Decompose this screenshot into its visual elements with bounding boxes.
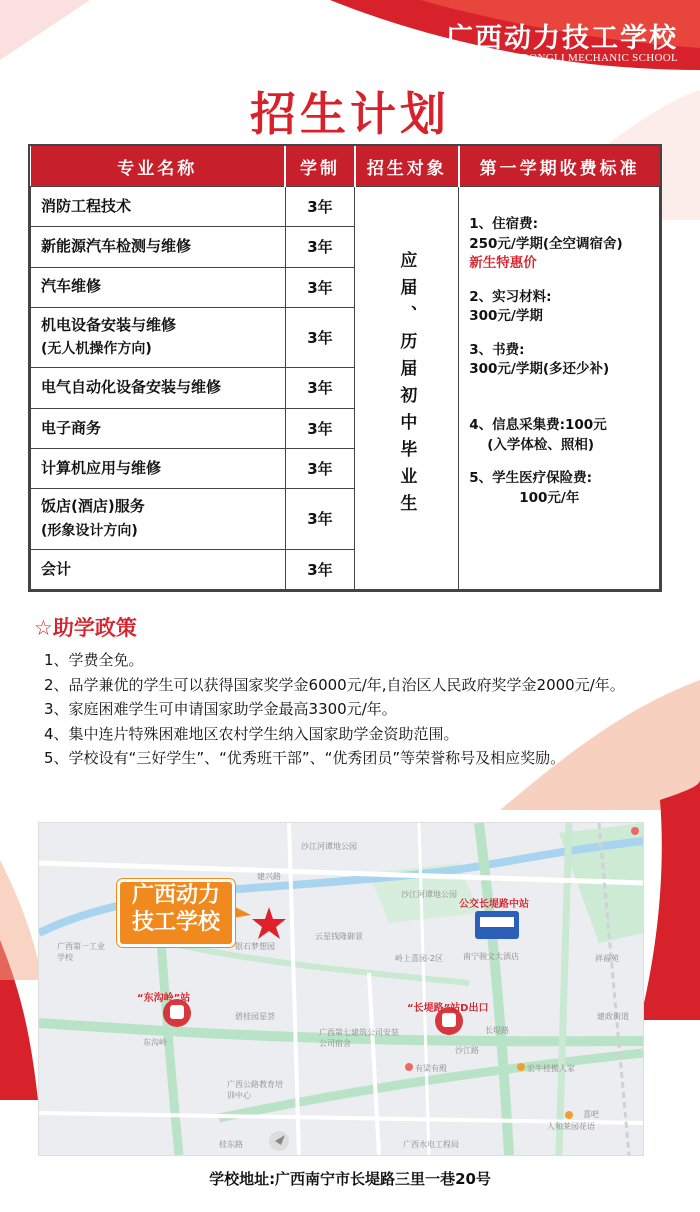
- policy-item: 5、学校设有“三好学生”、“优秀班干部”、“优秀团员”等荣誉称号及相应奖励。: [44, 749, 566, 767]
- poi-pin-icon: [405, 1063, 413, 1071]
- years-cell: 3年: [285, 489, 355, 549]
- fee-materials: [469, 288, 651, 327]
- major-name: 机电设备安装与维修: [41, 315, 177, 334]
- fee-title: 5、学生医疗保险费:: [469, 470, 593, 487]
- fees-cell: [459, 187, 660, 590]
- major-cell: [31, 227, 286, 267]
- major-name: 电气自动化设备安装与维修: [41, 378, 222, 397]
- map-label: 长堤路: [485, 1026, 509, 1035]
- map-label: 祥福苑: [595, 954, 619, 963]
- major-name: 会计: [41, 559, 72, 578]
- fee-title: 2、实习材料:: [469, 288, 552, 305]
- poi-pin-icon: [565, 1111, 573, 1119]
- map-label: 建兴路: [257, 872, 281, 881]
- fee-value: (入学体检、照相): [487, 436, 595, 453]
- map-roads: [39, 823, 643, 1155]
- years-cell: 3年: [285, 448, 355, 488]
- map-label: 桂东路: [219, 1140, 243, 1149]
- map-label: 建政街道: [597, 1012, 629, 1021]
- target-cell: [355, 187, 459, 590]
- fee-accommodation: [469, 215, 651, 274]
- map-label: 沙江河谭地公园: [301, 842, 357, 851]
- header-major: 专业名称: [31, 146, 286, 187]
- bus-stop-label: 公交长堤路中站: [459, 899, 529, 910]
- enrollment-table: [28, 144, 662, 592]
- major-name: 计算机应用与维修: [41, 458, 162, 477]
- callout-line: 技工学校: [131, 910, 220, 935]
- years-cell: 3年: [285, 187, 355, 227]
- fee-special: 新生特惠价: [469, 255, 537, 272]
- map-label: 广西第七建筑公司安装公司宿舍: [319, 1028, 399, 1048]
- map-label: 宏牛桂搬人家: [527, 1064, 575, 1073]
- school-address: 学校地址:广西南宁市长堤路三里一巷20号: [209, 1170, 491, 1188]
- major-name: 消防工程技术: [41, 196, 132, 215]
- major-cell: [31, 408, 286, 448]
- major-name: 饭店(酒店)服务: [41, 497, 145, 516]
- policy-item: 4、集中连片特殊困难地区农村学生纳入国家助学金资助范围。: [44, 724, 459, 743]
- map-label: 有梁有殿: [415, 1064, 447, 1073]
- fee-value: 100元/年: [519, 489, 580, 506]
- fee-books: [469, 341, 651, 380]
- fee-value: 300元/学期(多还少补): [469, 361, 610, 378]
- callout-line: 广西动力: [131, 883, 220, 908]
- policy-list: [44, 648, 656, 771]
- header-years: 学制: [285, 146, 355, 187]
- map-label: 人和莱园花语: [547, 1122, 595, 1131]
- major-name: 汽车维修: [41, 277, 102, 296]
- years-cell: 3年: [285, 549, 355, 589]
- fee-insurance: [469, 469, 651, 508]
- map-label: 沙江河谭地公园: [401, 890, 457, 899]
- metro-icon-body: [442, 1013, 456, 1027]
- fee-value: 250元/学期(全空调宿舍): [469, 235, 623, 252]
- policy-item: 3、家庭困难学生可申请国家助学金最高3300元/年。: [44, 700, 397, 718]
- table-row: [31, 187, 660, 227]
- major-sub: (形象设计方向): [41, 522, 138, 539]
- major-cell: [31, 489, 286, 549]
- fee-title: 4、信息采集费:100元: [469, 416, 607, 433]
- map-label: 南宁骏文大酒店: [463, 952, 519, 961]
- header-pink-corner: [0, 0, 90, 60]
- years-cell: 3年: [285, 408, 355, 448]
- map-label: 东沟岭: [143, 1038, 167, 1047]
- fee-value: 300元/学期: [469, 308, 543, 325]
- fee-info: [469, 416, 651, 455]
- fee-title: 3、书费:: [469, 341, 525, 358]
- target-text: 应届、历届初中毕业生: [396, 251, 417, 521]
- map-label: 银石梦想园: [235, 942, 275, 951]
- major-cell: [31, 448, 286, 488]
- years-cell: 3年: [285, 227, 355, 267]
- policy-heading: ☆助学政策: [34, 616, 137, 640]
- map-label: 广西水电工程局: [403, 1140, 459, 1149]
- orange-left-shape: [0, 860, 38, 980]
- policy-item: 2、品学兼优的学生可以获得国家奖学金6000元/年,自治区人民政府奖学金2000元/年。: [44, 675, 625, 694]
- table-header-row: [31, 146, 660, 187]
- map-label: 碧桂园星荟: [235, 1012, 275, 1021]
- school-name-en: GUANGXI DONGLI MECHANIC SCHOOL: [464, 52, 678, 64]
- years-cell: 3年: [285, 368, 355, 408]
- school-name-cn: 广西动力技工学校: [446, 23, 678, 54]
- policy-item: 1、学费全免。: [44, 651, 144, 669]
- map-label: 喜吧: [583, 1110, 599, 1119]
- poi-pin-icon: [631, 827, 639, 835]
- poi-pin-icon: [517, 1063, 525, 1071]
- location-map: [38, 822, 644, 1156]
- red-right-shape: [640, 780, 700, 1020]
- header-fees: 第一学期收费标准: [459, 146, 660, 187]
- station-dongouling-label: “东沟岭”站: [137, 993, 191, 1004]
- station-changdilu-label: “长堤路”站D出口: [407, 1003, 489, 1014]
- fee-title: 1、住宿费:: [469, 216, 539, 232]
- map-label: 广西第一工业学校: [57, 942, 105, 962]
- major-cell: [31, 307, 286, 367]
- map-label: 岭上喜园-2区: [395, 954, 443, 963]
- major-name: 新能源汽车检测与维修: [41, 237, 192, 256]
- major-cell: [31, 368, 286, 408]
- major-sub: (无人机操作方向): [41, 341, 152, 358]
- major-cell: [31, 187, 286, 227]
- major-cell: [31, 549, 286, 589]
- header-target: 招生对象: [355, 146, 459, 187]
- map-label: 广西公路教育培训中心: [227, 1080, 283, 1100]
- map-label: 云星钱隆御景: [315, 932, 363, 941]
- map-label: 沙江路: [455, 1046, 479, 1055]
- years-cell: 3年: [285, 307, 355, 367]
- page-title: 招生计划: [250, 87, 450, 141]
- bus-icon-window: [480, 917, 514, 927]
- metro-icon-body: [170, 1005, 184, 1019]
- years-cell: 3年: [285, 267, 355, 307]
- major-name: 电子商务: [41, 418, 102, 437]
- school-callout: [117, 879, 235, 947]
- major-cell: [31, 267, 286, 307]
